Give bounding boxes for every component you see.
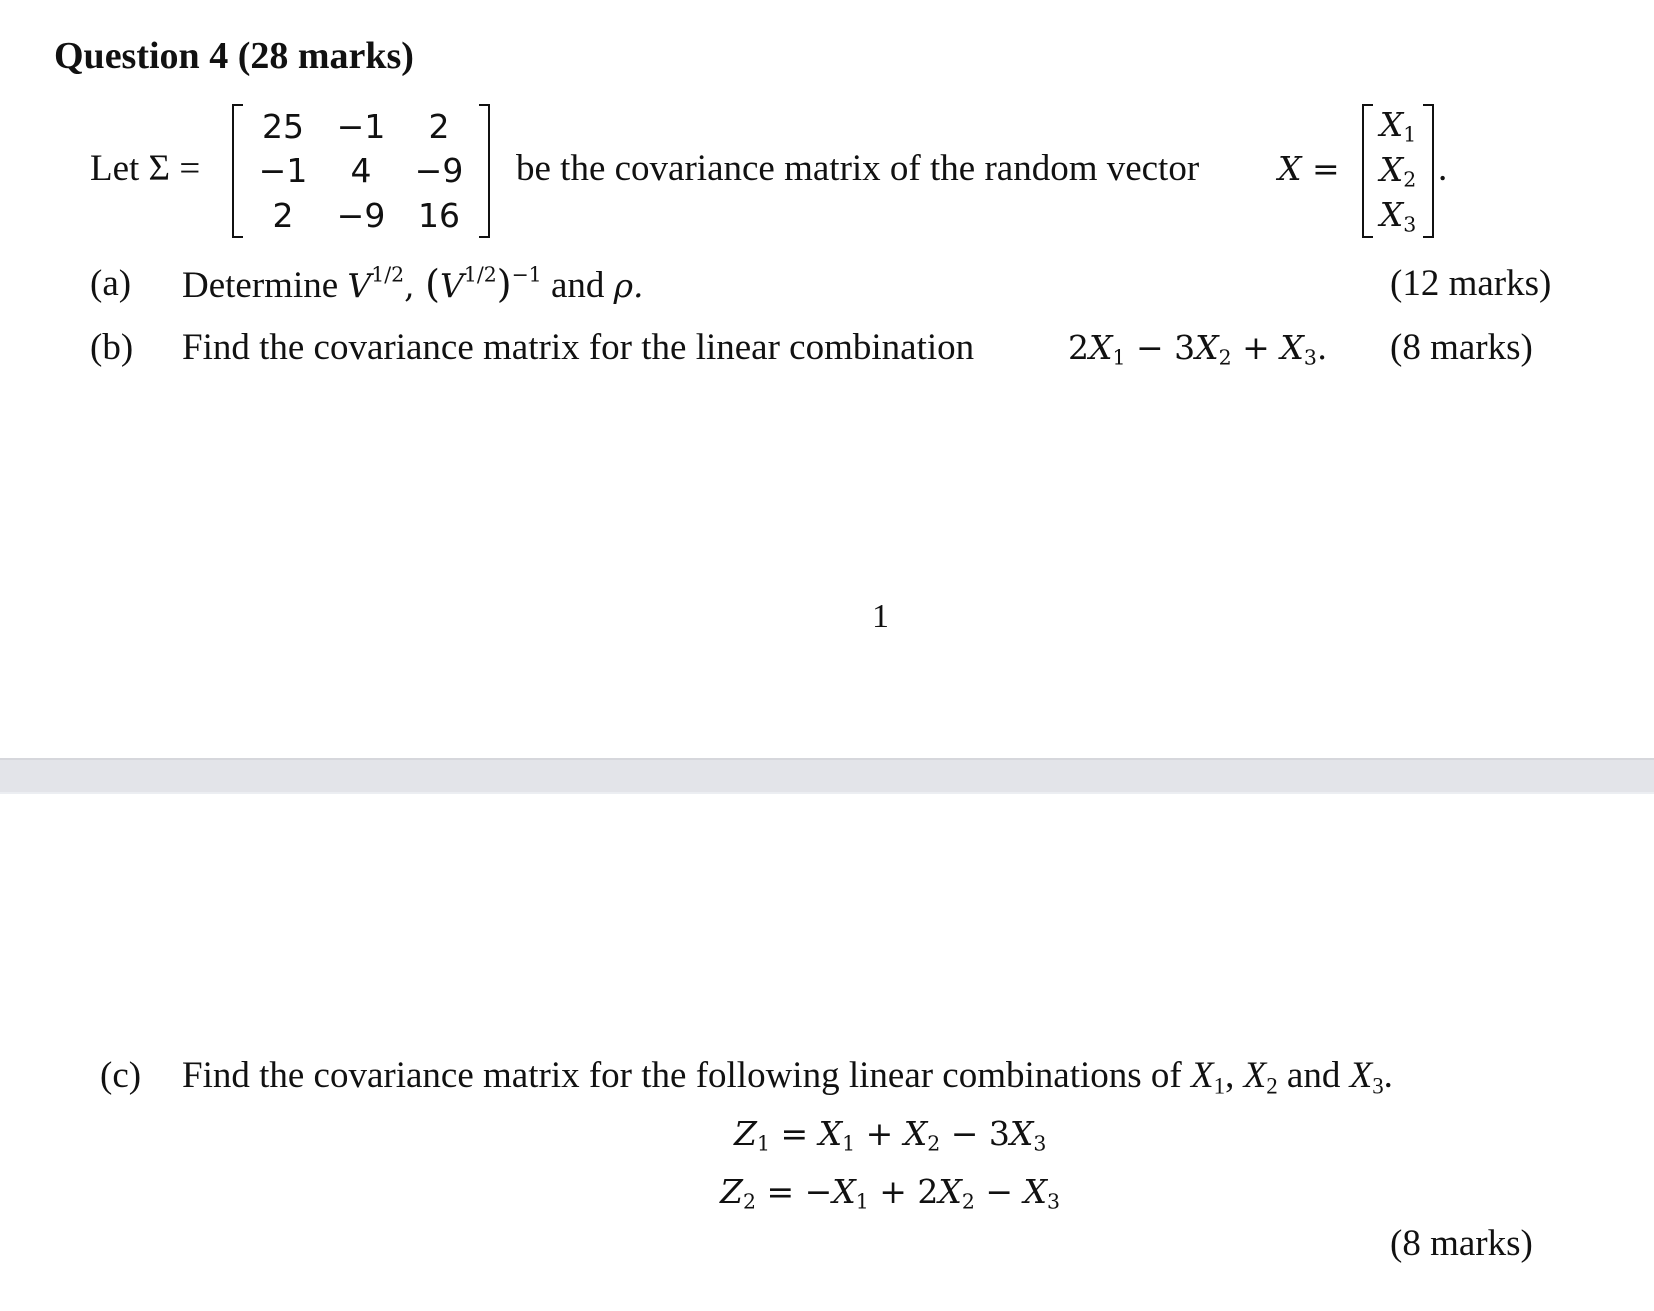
x-vector-grid [1368,104,1428,238]
sigma-cell: −1 [336,106,386,146]
part-b-label: (b) [90,327,134,368]
x-vector [1362,104,1434,238]
sigma-grid [244,104,478,238]
vector-entry-x2: $X_2$ [1379,150,1417,192]
part-a-label: (a) [90,263,132,304]
part-b-text: Find the covariance matrix for the linear combination [182,327,975,368]
intro-period: . [1438,148,1448,189]
part-a-text-after: and [550,265,605,306]
left-bracket [232,104,243,238]
sigma-cell: 2 [272,196,294,236]
part-a-line [182,262,644,307]
sigma-cell: −1 [258,151,308,191]
part-c-text: Find the covariance matrix for the following linear combinations of $X_1$, $X_2$ and $X_3$. [182,1055,1393,1099]
part-c-label: (c) [100,1055,142,1096]
intro-middle-text: be the covariance matrix of the random vector [516,148,1200,189]
equation-z2: $Z_2 = -X_1 + 2X_2 - X_3$ [720,1172,1061,1214]
vector-lhs: X = [1278,149,1340,188]
sigma-matrix [232,104,490,238]
sigma-cell: 16 [418,196,460,236]
page-number: 1 [872,598,889,635]
v-half-expr: $V^{1/2}$, $(V^{1/2})^{-1}$ [347,262,542,306]
sigma-cell: 4 [350,151,372,191]
sigma-cell: −9 [336,196,386,236]
page-separator [0,758,1654,794]
rho-symbol: ρ. [613,266,644,305]
part-c-marks: (8 marks) [1390,1223,1533,1264]
question-title: Question 4 (28 marks) [54,35,414,77]
vector-entry-x1: $X_1$ [1379,105,1417,148]
part-b-marks: (8 marks) [1390,327,1533,368]
vector-entry-x3: $X_3$ [1379,194,1417,237]
sigma-cell: 2 [428,106,450,146]
sigma-cell: −9 [414,151,464,191]
part-a-marks: (12 marks) [1390,263,1552,304]
equation-z1: $Z_1 = X_1 + X_2 - 3X_3$ [734,1114,1047,1156]
part-a-text-before: Determine [182,265,339,306]
right-bracket [479,104,490,238]
sigma-cell: 25 [262,106,304,146]
part-b-expression: $2X_1 - 3X_2 + X_3$. [1068,328,1328,370]
let-sigma-label: Let Σ = [90,148,201,189]
